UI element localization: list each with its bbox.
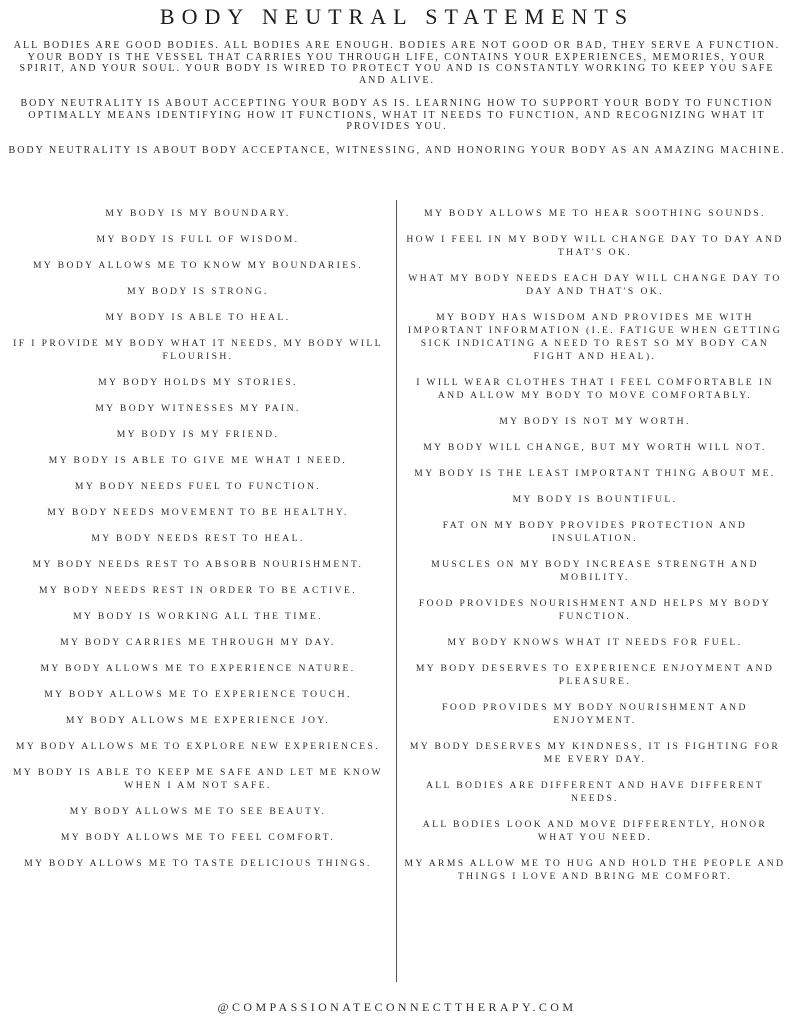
statement: MY BODY IS THE LEAST IMPORTANT THING ABOUT ME.: [414, 468, 776, 479]
statement: MY BODY ALLOWS ME TO EXPERIENCE TOUCH.: [44, 689, 352, 700]
statement: MY BODY NEEDS REST TO HEAL.: [91, 533, 305, 544]
statement: MY BODY WITNESSES MY PAIN.: [95, 403, 301, 414]
left-statements-column: [8, 207, 388, 883]
statement: MY BODY ALLOWS ME TO FEEL COMFORT.: [60, 832, 336, 843]
statement: MY BODY NEEDS FUEL TO FUNCTION.: [74, 481, 322, 492]
statement: MY BODY ALLOWS ME TO SEE BEAUTY.: [69, 806, 327, 817]
statement: MY BODY WILL CHANGE, BUT MY WORTH WILL NOT.: [423, 442, 767, 453]
statement: MY BODY IS NOT MY WORTH.: [499, 416, 691, 427]
column-divider: [396, 200, 397, 982]
statement: MY BODY ALLOWS ME EXPERIENCE JOY.: [65, 715, 331, 726]
statement: MY BODY HAS WISDOM AND PROVIDES ME WITH IMPORTANT INFORMATION (I.E. FATIGUE WHEN GETTING SICK INDICATING A NEED TO REST SO MY BODY CAN FIGHT AND HEAL).: [407, 312, 783, 362]
statement: MY BODY KNOWS WHAT IT NEEDS FOR FUEL.: [447, 637, 743, 648]
statement: MY BODY IS MY BOUNDARY.: [105, 208, 291, 219]
statement: MY BODY HOLDS MY STORIES.: [98, 377, 298, 388]
page-title: BODY NEUTRAL STATEMENTS: [159, 4, 635, 29]
intro-paragraph: ALL BODIES ARE GOOD BODIES. ALL BODIES ARE ENOUGH. BODIES ARE NOT GOOD OR BAD, THEY SERVE A FUNCTION. YOUR BODY IS THE VESSEL THAT CARRIES YOU THROUGH LIFE, CONTAINS YOUR EXPERIENCES, MEMORIES, YOUR SPIRIT, AND YOUR SOUL. YOUR BODY IS WIRED TO PROTECT YOU AND IS CONSTANTLY WORKING TO KEEP YOU SAFE AND ALIVE.: [13, 40, 781, 86]
footer-handle: @COMPASSIONATECONNECTTHERAPY.COM: [217, 1000, 577, 1014]
statement: MY BODY IS STRONG.: [127, 286, 269, 297]
statement: I WILL WEAR CLOTHES THAT I FEEL COMFORTABLE IN AND ALLOW MY BODY TO MOVE COMFORTABLY.: [416, 377, 774, 401]
intro-paragraph: BODY NEUTRALITY IS ABOUT ACCEPTING YOUR BODY AS IS. LEARNING HOW TO SUPPORT YOUR BODY TO FUNCTION OPTIMALLY MEANS IDENTIFYING HOW IT FUNCTIONS, WHAT IT NEEDS TO FUNCTION, AND RECOGNIZING WHAT IT PROVIDES YOU.: [20, 98, 774, 132]
statement: MY BODY ALLOWS ME TO KNOW MY BOUNDARIES.: [33, 260, 363, 271]
right-statements-column: [402, 207, 788, 896]
statement: MUSCLES ON MY BODY INCREASE STRENGTH AND MOBILITY.: [431, 559, 759, 583]
statement: MY BODY ALLOWS ME TO EXPERIENCE NATURE.: [40, 663, 356, 674]
intro-section: [6, 40, 788, 168]
statement: ALL BODIES LOOK AND MOVE DIFFERENTLY, HONOR WHAT YOU NEED.: [422, 819, 768, 843]
statement: MY BODY NEEDS REST TO ABSORB NOURISHMENT.: [32, 559, 364, 570]
statement: FOOD PROVIDES MY BODY NOURISHMENT AND ENJOYMENT.: [442, 702, 748, 726]
intro-paragraph: BODY NEUTRALITY IS ABOUT BODY ACCEPTANCE, WITNESSING, AND HONORING YOUR BODY AS AN AMAZING MACHINE.: [8, 144, 786, 156]
statement: IF I PROVIDE MY BODY WHAT IT NEEDS, MY BODY WILL FLOURISH.: [13, 338, 383, 362]
statement: MY BODY IS WORKING ALL THE TIME.: [73, 611, 323, 622]
statement: MY BODY CARRIES ME THROUGH MY DAY.: [60, 637, 336, 648]
statement: MY BODY DESERVES TO EXPERIENCE ENJOYMENT AND PLEASURE.: [415, 663, 775, 687]
statement: MY BODY NEEDS MOVEMENT TO BE HEALTHY.: [47, 507, 349, 518]
statement: FOOD PROVIDES NOURISHMENT AND HELPS MY BODY FUNCTION.: [418, 598, 772, 622]
statement: MY BODY ALLOWS ME TO HEAR SOOTHING SOUNDS.: [424, 208, 766, 219]
statement: MY BODY IS ABLE TO HEAL.: [105, 312, 291, 323]
statement: ALL BODIES ARE DIFFERENT AND HAVE DIFFERENT NEEDS.: [425, 780, 765, 804]
statement: FAT ON MY BODY PROVIDES PROTECTION AND INSULATION.: [442, 520, 748, 544]
statement: WHAT MY BODY NEEDS EACH DAY WILL CHANGE DAY TO DAY AND THAT'S OK.: [408, 273, 782, 297]
statement: MY BODY ALLOWS ME TO EXPLORE NEW EXPERIENCES.: [15, 741, 381, 752]
statement: MY BODY ALLOWS ME TO TASTE DELICIOUS THINGS.: [24, 858, 372, 869]
statement: MY BODY NEEDS REST IN ORDER TO BE ACTIVE.: [38, 585, 358, 596]
statement: MY BODY DESERVES MY KINDNESS, IT IS FIGHTING FOR ME EVERY DAY.: [409, 741, 781, 765]
statement: MY BODY IS MY FRIEND.: [116, 429, 280, 440]
statement: MY BODY IS ABLE TO KEEP ME SAFE AND LET ME KNOW WHEN I AM NOT SAFE.: [13, 767, 383, 791]
statement: MY BODY IS FULL OF WISDOM.: [96, 234, 300, 245]
statement: MY ARMS ALLOW ME TO HUG AND HOLD THE PEOPLE AND THINGS I LOVE AND BRING ME COMFORT.: [404, 858, 786, 882]
statement: HOW I FEEL IN MY BODY WILL CHANGE DAY TO DAY AND THAT'S OK.: [406, 234, 784, 258]
statement: MY BODY IS BOUNTIFUL.: [512, 494, 678, 505]
statement: MY BODY IS ABLE TO GIVE ME WHAT I NEED.: [48, 455, 348, 466]
